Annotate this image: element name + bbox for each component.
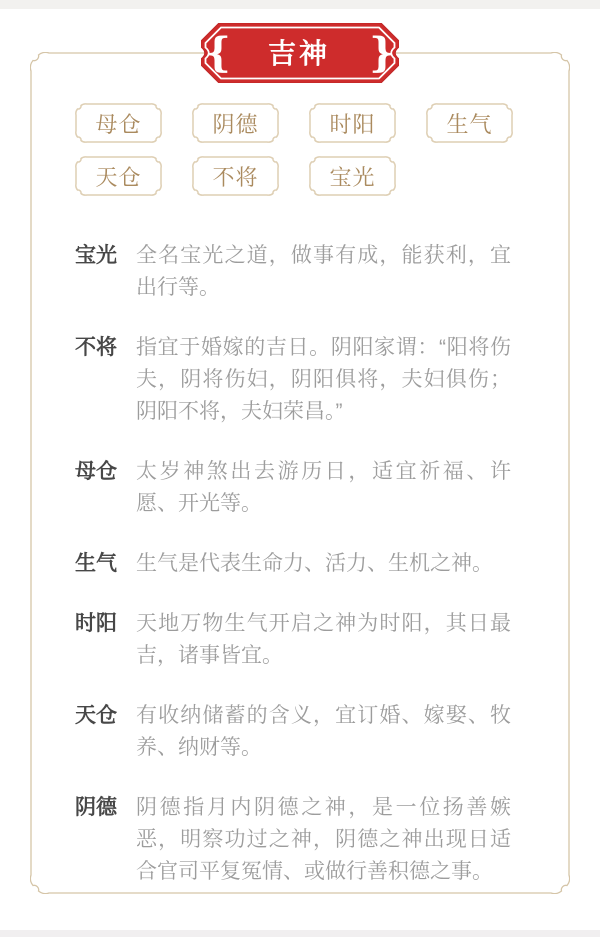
definition-desc: 阴德指月内阴德之神，是一位扬善嫉恶，明察功过之神，阴德之神出现日适合官司平复冤情、或做行善积德之事。 (136, 796, 511, 883)
definition-desc: 生气是代表生命力、活力、生机之神。 (136, 552, 493, 575)
section-banner (201, 23, 399, 83)
definition-desc: 天地万物生气开启之神为时阳，其日最吉，诸事皆宜。 (136, 612, 511, 667)
definition-item (75, 240, 511, 304)
definition-term: 不将 (75, 336, 117, 359)
tag-label: 天仓 (95, 164, 142, 190)
definition-desc: 太岁神煞出去游历日，适宜祈福、许愿、开光等。 (136, 460, 511, 515)
tag-bao-guang[interactable] (309, 156, 396, 196)
tag-label: 母仓 (95, 111, 142, 137)
content-card (30, 52, 570, 894)
definition-desc: 全名宝光之道，做事有成，能获利，宜出行等。 (136, 244, 511, 299)
definition-term: 天仓 (75, 704, 117, 727)
definition-item (75, 332, 511, 428)
definition-desc: 指宜于婚嫁的吉日。阴阳家谓：“阳将伤夫，阴将伤妇，阴阳俱将，夫妇俱伤；阴阳不将，夫妇荣昌。” (136, 336, 511, 423)
tag-tian-cang[interactable] (75, 156, 162, 196)
tag-bu-jiang[interactable] (192, 156, 279, 196)
tag-label: 宝光 (329, 164, 376, 190)
definition-item (75, 456, 511, 520)
tag-sheng-qi[interactable] (426, 103, 513, 143)
definition-item (75, 700, 511, 764)
section-title: 吉神 (267, 38, 331, 69)
tag-list (75, 103, 525, 196)
definition-term: 母仓 (75, 460, 117, 483)
tag-label: 生气 (446, 111, 493, 137)
next-card-edge (0, 930, 600, 937)
definition-item (75, 548, 511, 580)
definition-term: 宝光 (75, 244, 117, 267)
previous-card-edge (0, 0, 600, 9)
definition-item (75, 608, 511, 672)
left-scroll-ornament-icon: { (205, 29, 231, 76)
tag-label: 不将 (212, 164, 259, 190)
right-scroll-ornament-icon: } (369, 29, 395, 76)
tag-yin-de[interactable] (192, 103, 279, 143)
definition-desc: 有收纳储蓄的含义，宜订婚、嫁娶、牧养、纳财等。 (136, 704, 511, 759)
definition-term: 时阳 (75, 612, 117, 635)
definition-item (75, 792, 511, 888)
tag-label: 阴德 (212, 111, 259, 137)
definition-term: 生气 (75, 552, 117, 575)
definition-list (75, 240, 525, 888)
tag-mu-cang[interactable] (75, 103, 162, 143)
tag-label: 时阳 (329, 111, 376, 137)
definition-term: 阴德 (75, 796, 117, 819)
tag-shi-yang[interactable] (309, 103, 396, 143)
